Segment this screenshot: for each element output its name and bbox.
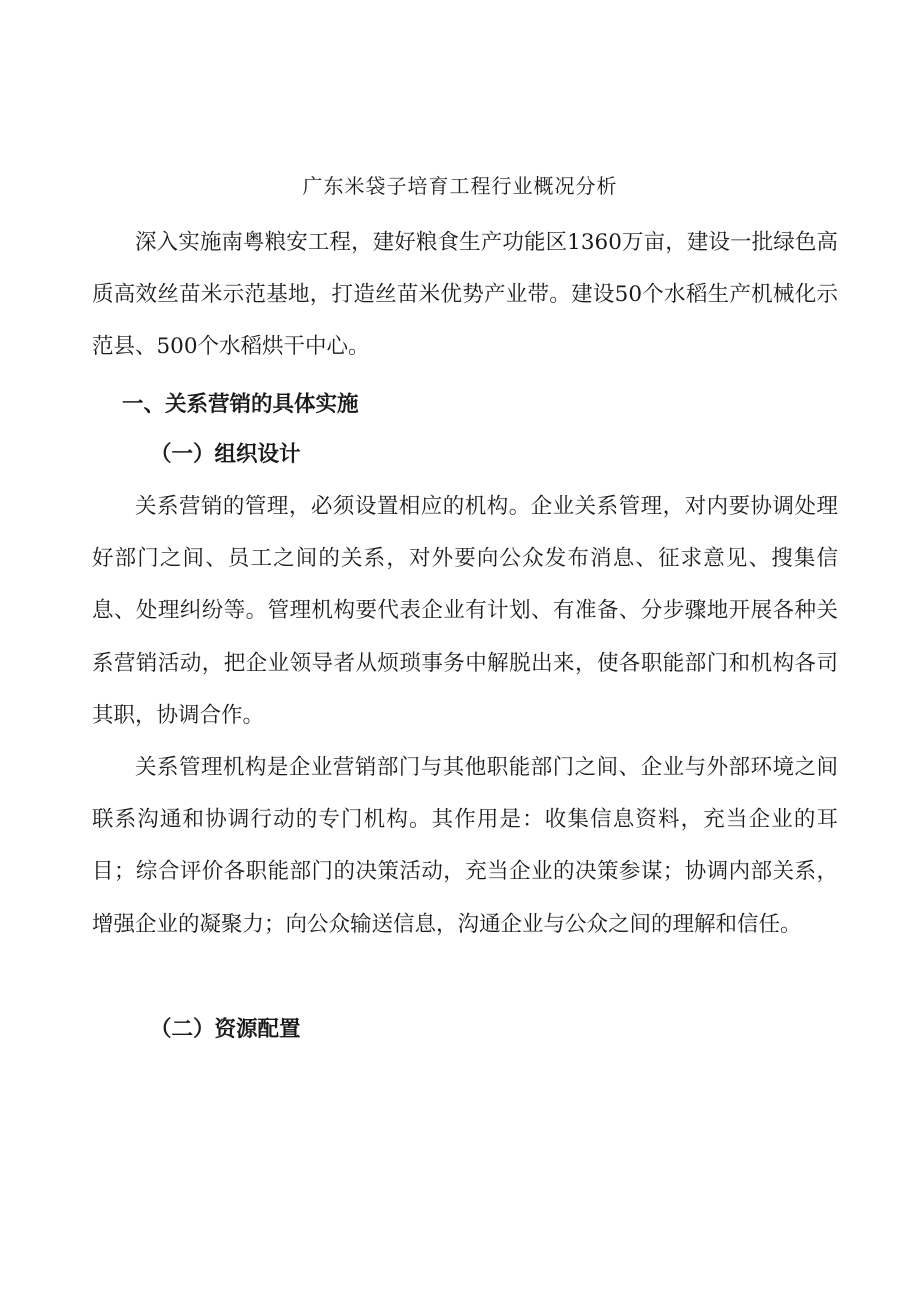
subsection-heading-resources: （二）资源配置 [150, 1017, 301, 1042]
subsection-heading-organization: （一）组织设计 [150, 442, 301, 467]
body-paragraph: 关系营销的管理，必须设置相应的机构。企业关系管理，对内要协调处理好部门之间、员工之间的关系，对外要向公众发布消息、征求意见、搜集信息、处理纠纷等。管理机构要代表企业有计划、有准备、分步骤地开展各种关系营销活动，把企业领导者从烦琐事务中解脱出来，使各职能部门和机构各司其职，协调合作。 [92, 494, 838, 728]
section-heading: 一、关系营销的具体实施 [122, 392, 359, 417]
intro-paragraph: 深入实施南粤粮安工程，建好粮食生产功能区1360万亩，建设一批绿色高质高效丝苗米示范基地，打造丝苗米优势产业带。建设50个水稻生产机械化示范县、500个水稻烘干中心。 [92, 230, 838, 360]
body-paragraph: 关系管理机构是企业营销部门与其他职能部门之间、企业与外部环境之间联系沟通和协调行动的专门机构。其作用是：收集信息资料，充当企业的耳目；综合评价各职能部门的决策活动，充当企业的决策参谋；协调内部关系，增强企业的凝聚力；向公众输送信息，沟通企业与公众之间的理解和信任。 [92, 755, 838, 937]
document-title: 广东米袋子培育工程行业概况分析 [302, 174, 618, 198]
